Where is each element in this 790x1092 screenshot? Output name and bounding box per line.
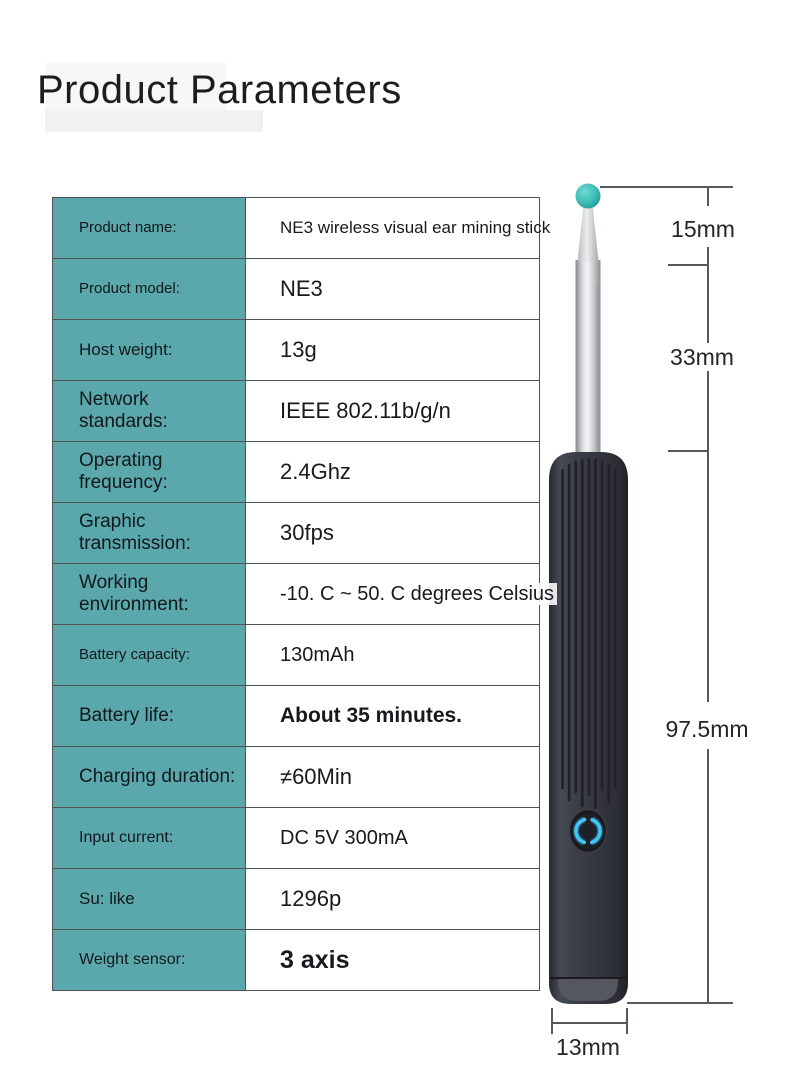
spec-value: 13g (246, 320, 540, 381)
spec-label: Charging duration: (53, 747, 246, 808)
spec-value: -10. C ~ 50. C degrees Celsius (246, 564, 540, 625)
table-row (53, 808, 540, 869)
spec-label: Host weight: (53, 320, 246, 381)
spec-value: 2.4Ghz (246, 442, 540, 503)
power-button (570, 810, 607, 853)
spec-label: Network standards: (53, 381, 246, 442)
dimension-label-probe: 33mm (670, 344, 734, 370)
spec-label: Battery capacity: (53, 625, 246, 686)
spec-value: ≠60Min (246, 747, 540, 808)
spec-value: IEEE 802.11b/g/n (246, 381, 540, 442)
spec-label: Battery life: (53, 686, 246, 747)
spec-table-body (53, 198, 555, 991)
spec-value: 3 axis (246, 930, 540, 991)
ear-pick-tip (576, 184, 601, 209)
table-row (53, 381, 540, 442)
spec-label: Su: like (53, 869, 246, 930)
dimension-label-tip: 15mm (671, 216, 735, 242)
spec-label: Graphic transmission: (53, 503, 246, 564)
spec-value: NE3 wireless visual ear mining stick (246, 198, 540, 259)
spec-label: Working environment: (53, 564, 246, 625)
spec-label: Input current: (53, 808, 246, 869)
table-row (53, 198, 540, 259)
table-row (53, 320, 540, 381)
spec-label: Product name: (53, 198, 246, 259)
table-row (53, 686, 540, 747)
ear-pick-device (549, 184, 628, 1005)
table-row (53, 564, 540, 625)
table-row (53, 869, 540, 930)
table-row (53, 747, 540, 808)
spec-value: About 35 minutes. (246, 686, 540, 747)
spec-label: Product model: (53, 259, 246, 320)
table-row (53, 625, 540, 686)
probe-cone (578, 205, 599, 261)
spec-value: 130mAh (246, 625, 540, 686)
table-row (53, 503, 540, 564)
dimension-label-body: 97.5mm (665, 716, 749, 742)
dimension-label-width: 13mm (556, 1034, 620, 1060)
bottom-cap (558, 979, 618, 1001)
spec-label: Operating frequency: (53, 442, 246, 503)
table-row (53, 442, 540, 503)
table-row (53, 930, 540, 991)
spec-table (52, 197, 555, 991)
table-row (53, 259, 540, 320)
spec-value: DC 5V 300mA (246, 808, 540, 869)
page-title: Product Parameters (37, 68, 402, 112)
spec-value: NE3 (246, 259, 540, 320)
spec-value: 1296p (246, 869, 540, 930)
spec-label: Weight sensor: (53, 930, 246, 991)
spec-value: 30fps (246, 503, 540, 564)
